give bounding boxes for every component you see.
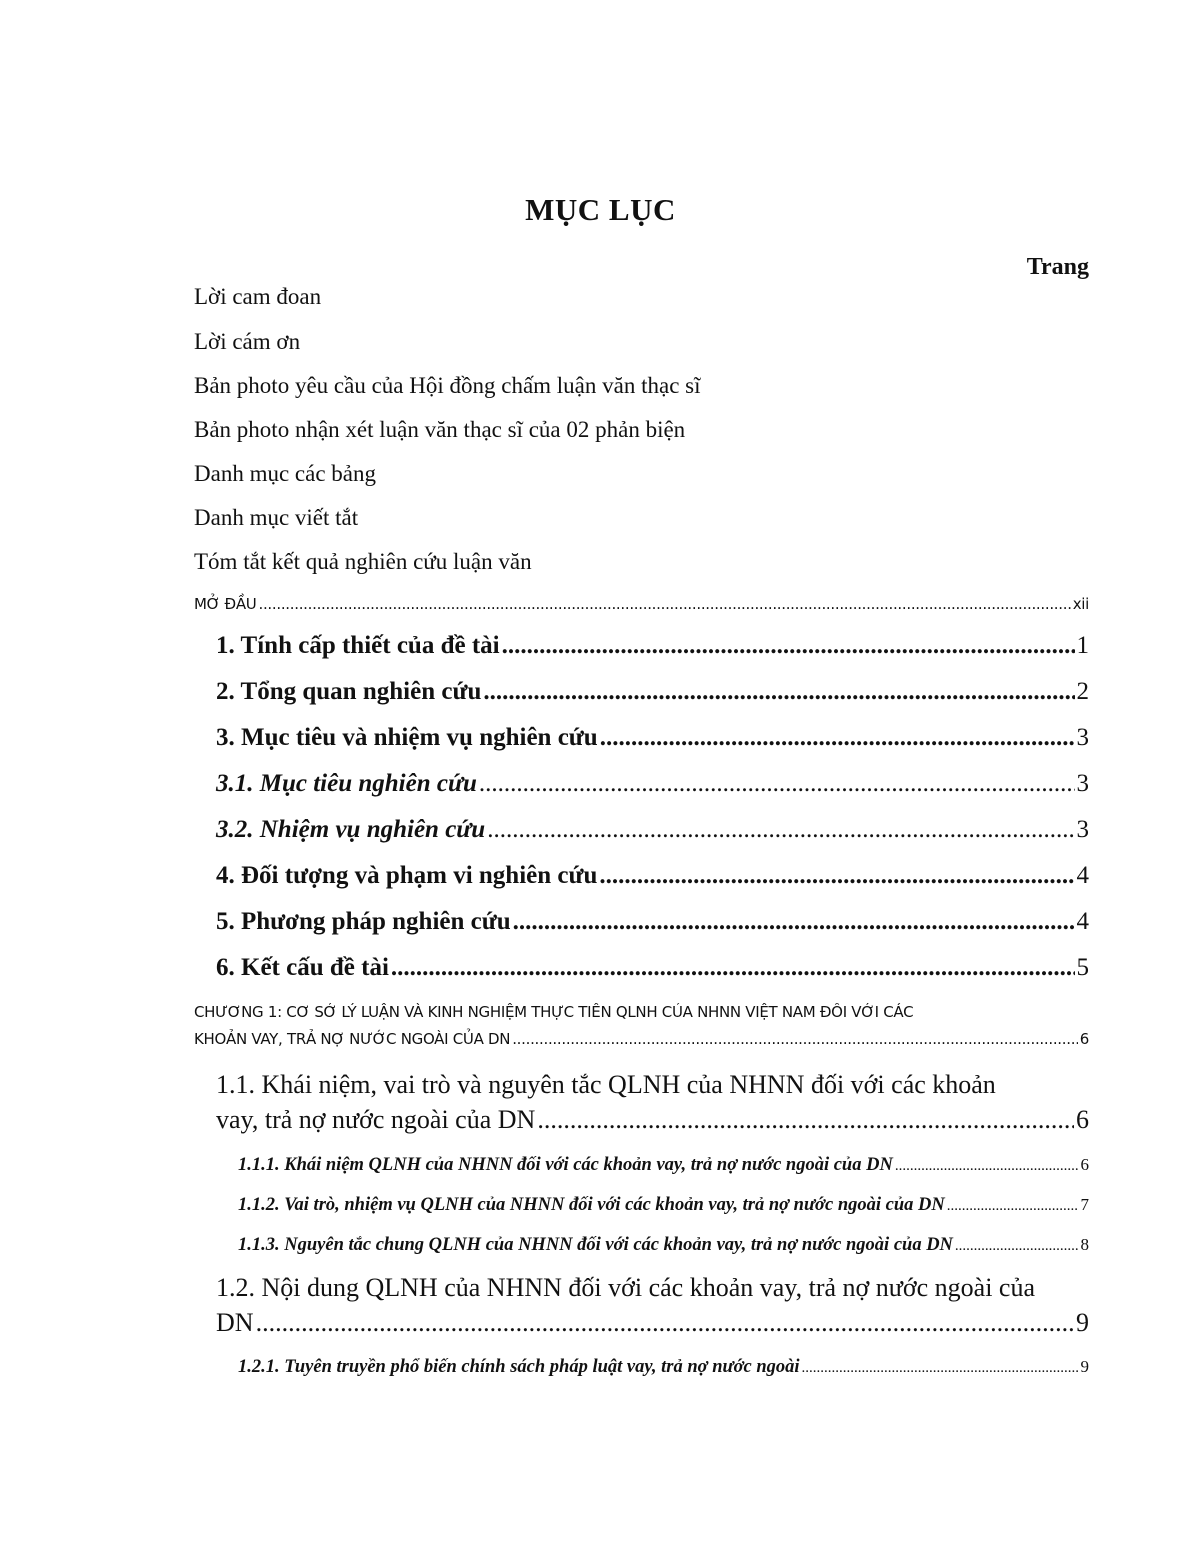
page-column-label: Trang [1026,254,1089,280]
front-matter-item: Danh mục các bảng [194,461,377,486]
toc-leader-dots [947,1198,1079,1215]
toc-entry-label: 5. Phương pháp nghiên cứu [216,908,511,935]
toc-entry-label: DN [216,1308,254,1337]
front-matter-item: Lời cám ơn [194,329,301,354]
toc-entry[interactable] [216,862,1089,890]
toc-entry-label: 2. Tổng quan nghiên cứu [216,678,482,705]
toc-leader-dots [391,954,1075,982]
toc-entry-label: 6. Kết cấu đề tài [216,954,389,981]
toc-leader-dots [537,1105,1074,1135]
toc-entry-label: 4. Đối tượng và phạm vi nghiên cứu [216,862,598,889]
toc-entry[interactable] [216,678,1089,706]
toc-leader-dots [513,908,1075,936]
toc-entry-page: 8 [1080,1235,1089,1254]
toc-entry-subsection[interactable] [238,1155,1089,1176]
toc-entry-label: 3. Mục tiêu và nhiệm vụ nghiên cứu [216,724,598,751]
toc-entry-section-1-2[interactable] [216,1273,1089,1338]
toc-leader-dots [487,816,1074,844]
toc-entry-page: 6 [1076,1105,1089,1134]
toc-entry-page: 6 [1079,1030,1089,1048]
toc-entry-subsection[interactable] [238,1195,1089,1216]
toc-entry[interactable] [216,816,1089,844]
toc-entry-label: 1.2.1. Tuyên truyền phổ biến chính sách pháp luật vay, trả nợ nước ngoài [238,1357,800,1377]
toc-entry[interactable] [216,632,1089,660]
front-matter-item: Bản photo yêu cầu của Hội đồng chấm luận văn thạc sĩ [194,373,701,398]
section-title-line1: 1.1. Khái niệm, vai trò và nguyên tắc QLNH của NHNN đối với các khoản [216,1070,996,1099]
toc-entry-subsection[interactable] [238,1235,1089,1256]
toc-entry-page: 9 [1080,1357,1089,1376]
toc-entry-label: MỞ ĐẦU [194,595,257,613]
toc-entry-page: 4 [1076,862,1089,889]
toc-entry-section-1-1[interactable] [216,1070,1089,1135]
front-matter-item: Danh mục viết tắt [194,505,359,530]
page-title: MỤC LỤC [525,192,676,227]
toc-leader-dots [512,1030,1078,1048]
toc-leader-dots [955,1238,1079,1255]
section-title-line2-row [216,1105,1089,1135]
chapter-title-line1: CHƯƠNG 1: CƠ SỞ LÝ LUẬN VÀ KINH NGHIỆM THỰC TIỄN QLNH CỦA NHNN VIỆT NAM ĐỐI VỚI CÁC [194,1003,914,1021]
toc-leader-dots [483,678,1074,706]
chapter-title-line2-row [194,1030,1089,1048]
toc-entry[interactable] [216,908,1089,936]
toc-leader-dots [479,770,1075,798]
toc-entry-page: 7 [1080,1195,1089,1214]
toc-entry-label: 1.1.1. Khái niệm QLNH của NHNN đối với các khoản vay, trả nợ nước ngoài của DN [238,1155,893,1175]
front-matter-item: Tóm tắt kết quả nghiên cứu luận văn [194,549,532,574]
toc-entry-mo-dau[interactable] [194,595,1089,613]
toc-entry-subsection[interactable] [238,1357,1089,1378]
toc-entry-page: 3 [1076,816,1089,843]
toc-entry-label: KHOẢN VAY, TRẢ NỢ NƯỚC NGOÀI CỦA DN [194,1030,511,1048]
toc-entry-label: 3.2. Nhiệm vụ nghiên cứu [216,816,486,843]
section-title-line1: 1.2. Nội dung QLNH của NHNN đối với các khoản vay, trả nợ nước ngoài của [216,1273,1035,1302]
toc-entry-label: 1. Tính cấp thiết của đề tài [216,632,500,659]
toc-leader-dots [895,1158,1079,1175]
toc-entry-page: 4 [1076,908,1089,935]
section-title-line2-row [216,1308,1089,1338]
toc-leader-dots [256,1308,1074,1338]
toc-entry[interactable] [216,770,1089,798]
toc-entry-page: xii [1072,595,1089,613]
toc-leader-dots [599,862,1074,890]
toc-entry-label: 1.1.3. Nguyên tắc chung QLNH của NHNN đối với các khoản vay, trả nợ nước ngoài của DN [238,1235,953,1255]
toc-leader-dots [600,724,1075,752]
toc-entry-page: 5 [1076,954,1089,981]
toc-leader-dots [802,1360,1079,1377]
toc-leader-dots [258,595,1070,613]
front-matter-item: Lời cam đoan [194,284,322,309]
toc-entry-page: 3 [1076,770,1089,797]
toc-entry-label: 1.1.2. Vai trò, nhiệm vụ QLNH của NHNN đối với các khoản vay, trả nợ nước ngoài của DN [238,1195,945,1215]
toc-entry-label: 3.1. Mục tiêu nghiên cứu [216,770,477,797]
toc-entry[interactable] [216,954,1089,982]
toc-entry-chapter-1[interactable] [194,1003,1089,1048]
toc-entry-page: 3 [1076,724,1089,751]
toc-entry[interactable] [216,724,1089,752]
toc-entry-page: 1 [1076,632,1089,659]
toc-entry-page: 2 [1076,678,1089,705]
toc-entry-label: vay, trả nợ nước ngoài của DN [216,1105,536,1134]
toc-entry-page: 9 [1076,1308,1089,1337]
toc-entry-page: 6 [1080,1155,1089,1174]
front-matter-item: Bản photo nhận xét luận văn thạc sĩ của 02 phản biện [194,417,686,442]
toc-leader-dots [502,632,1075,660]
